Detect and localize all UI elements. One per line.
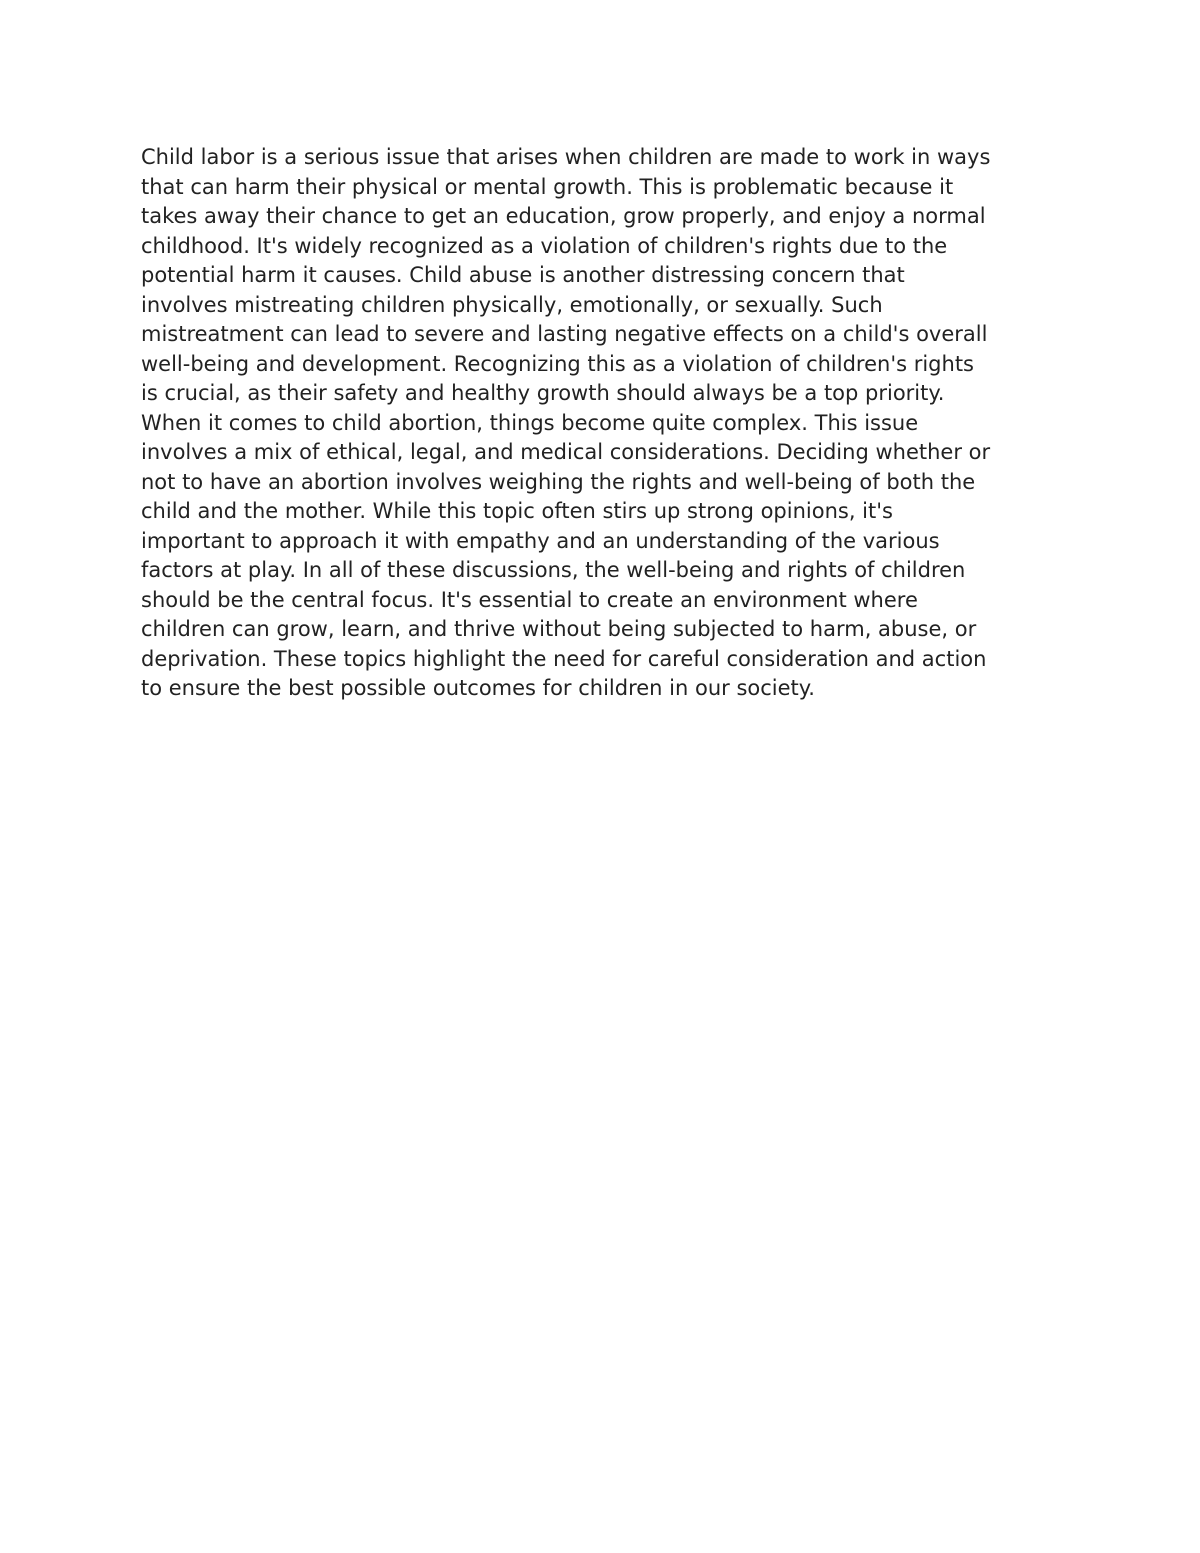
text-line: to ensure the best possible outcomes for children in our society. <box>141 676 815 700</box>
text-line: important to approach it with empathy and an understanding of the various <box>141 528 940 553</box>
text-line: takes away their chance to get an education, grow properly, and enjoy a normal <box>141 204 986 228</box>
text-line: that can harm their physical or mental growth. This is problematic because it <box>141 174 954 199</box>
text-line: mistreatment can lead to severe and lasting negative effects on a child's overall <box>141 322 988 346</box>
text-line: Child labor is a serious issue that arises when children are made to work in ways <box>141 145 991 169</box>
text-line: deprivation. These topics highlight the need for careful consideration and action <box>141 646 987 671</box>
body-paragraph <box>141 143 1061 704</box>
text-line: children can grow, learn, and thrive without being subjected to harm, abuse, or <box>141 617 977 641</box>
text-line: involves mistreating children physically, emotionally, or sexually. Such <box>141 292 883 317</box>
text-line: child and the mother. While this topic often stirs up strong opinions, it's <box>141 499 893 523</box>
text-line: When it comes to child abortion, things become quite complex. This issue <box>141 410 919 435</box>
text-line: should be the central focus. It's essential to create an environment where <box>141 587 918 612</box>
text-line: not to have an abortion involves weighing the rights and well-being of both the <box>141 469 976 494</box>
text-line: potential harm it causes. Child abuse is another distressing concern that <box>141 263 905 287</box>
text-line: is crucial, as their safety and healthy growth should always be a top priority. <box>141 381 945 405</box>
text-line: childhood. It's widely recognized as a violation of children's rights due to the <box>141 233 948 258</box>
text-line: factors at play. In all of these discussions, the well-being and rights of children <box>141 558 966 582</box>
text-line: well-being and development. Recognizing this as a violation of children's rights <box>141 351 974 376</box>
text-line: involves a mix of ethical, legal, and medical considerations. Deciding whether or <box>141 440 991 464</box>
